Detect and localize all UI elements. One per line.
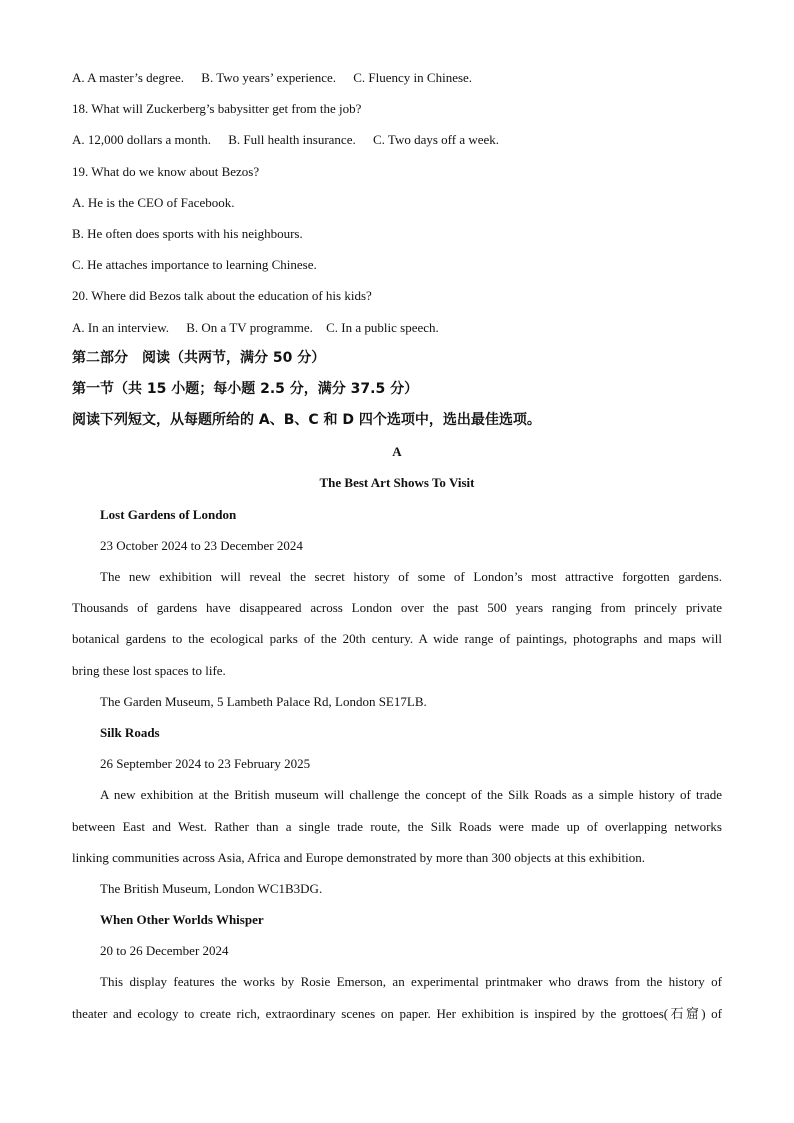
paragraph-line: theater and ecology to create rich, extraordinary scenes on paper. Her exhibition is inspired by the grottoes(石窟) of: [72, 1005, 722, 1021]
paragraph-line: The new exhibition will reveal the secret history of some of London’s most attractive forgotten gardens.: [100, 569, 722, 584]
q19-option-b: B. He often does sports with his neighbours.: [72, 225, 303, 241]
show-dates: 23 October 2024 to 23 December 2024: [100, 537, 303, 553]
show-address: The British Museum, London WC1B3DG.: [100, 880, 323, 896]
show-name: Lost Gardens of London: [100, 506, 237, 522]
passage-letter: A: [392, 444, 402, 460]
q18-stem: 18. What will Zuckerberg’s babysitter get from the job?: [72, 101, 362, 117]
paragraph-line: This display features the works by Rosie Emerson, an experimental printmaker who draws from the history of: [100, 974, 722, 990]
paragraph-line: linking communities across Asia, Africa and Europe demonstrated by more than 300 objects at this exhibition.: [72, 849, 645, 865]
show-address: The Garden Museum, 5 Lambeth Palace Rd, London SE17LB.: [100, 693, 427, 709]
show-name: Silk Roads: [100, 724, 160, 740]
part-title: 第二部分 阅读（共两节，满分 50 分）: [72, 349, 326, 366]
show-dates: 20 to 26 December 2024: [100, 943, 229, 959]
show-dates: 26 September 2024 to 23 February 2025: [100, 756, 311, 772]
paragraph-line: botanical gardens to the ecological parks of the 20th century. A wide range of paintings, photographs and maps will: [72, 631, 722, 647]
q19-stem: 19. What do we know about Bezos?: [72, 163, 260, 179]
q19-option-a: A. He is the CEO of Facebook.: [72, 194, 235, 210]
q17-option-b: B. Two years’ experience.: [201, 70, 336, 85]
q20-option-c: C. In a public speech.: [326, 319, 439, 335]
paragraph-line: A new exhibition at the British museum will challenge the concept of the Silk Roads as a simple history of trade: [100, 787, 722, 803]
subsection-title: 第一节（共 15 小题；每小题 2.5 分，满分 37.5 分）: [72, 380, 419, 397]
q17-option-a: A. A master’s degree.: [72, 70, 185, 85]
paragraph-line: Thousands of gardens have disappeared across London over the past 500 years ranging from princely private: [72, 600, 722, 616]
q20-options: [72, 312, 722, 343]
q18-option-b: B. Full health insurance.: [228, 132, 356, 148]
q19-option-c: C. He attaches importance to learning Chinese.: [72, 257, 317, 273]
passage-title: The Best Art Shows To Visit: [319, 475, 475, 491]
q20-option-a: A. In an interview.: [72, 319, 169, 335]
q18-options: [72, 124, 722, 155]
q18-option-a: A. 12,000 dollars a month.: [72, 132, 212, 148]
exam-page: [72, 62, 722, 1029]
paragraph-line: bring these lost spaces to life.: [72, 662, 226, 678]
q17-options: [72, 62, 722, 93]
show-name: When Other Worlds Whisper: [100, 912, 264, 928]
q20-option-b: B. On a TV programme.: [186, 319, 313, 335]
q20-stem: 20. Where did Bezos talk about the education of his kids?: [72, 288, 372, 304]
paragraph-line: between East and West. Rather than a single trade route, the Silk Roads were made up of overlapping networks: [72, 818, 722, 834]
instruction: 阅读下列短文，从每题所给的 A、B、C 和 D 四个选项中，选出最佳选项。: [72, 412, 541, 429]
q18-option-c: C. Two days off a week.: [372, 132, 500, 148]
q17-option-c: C. Fluency in Chinese.: [353, 70, 473, 85]
